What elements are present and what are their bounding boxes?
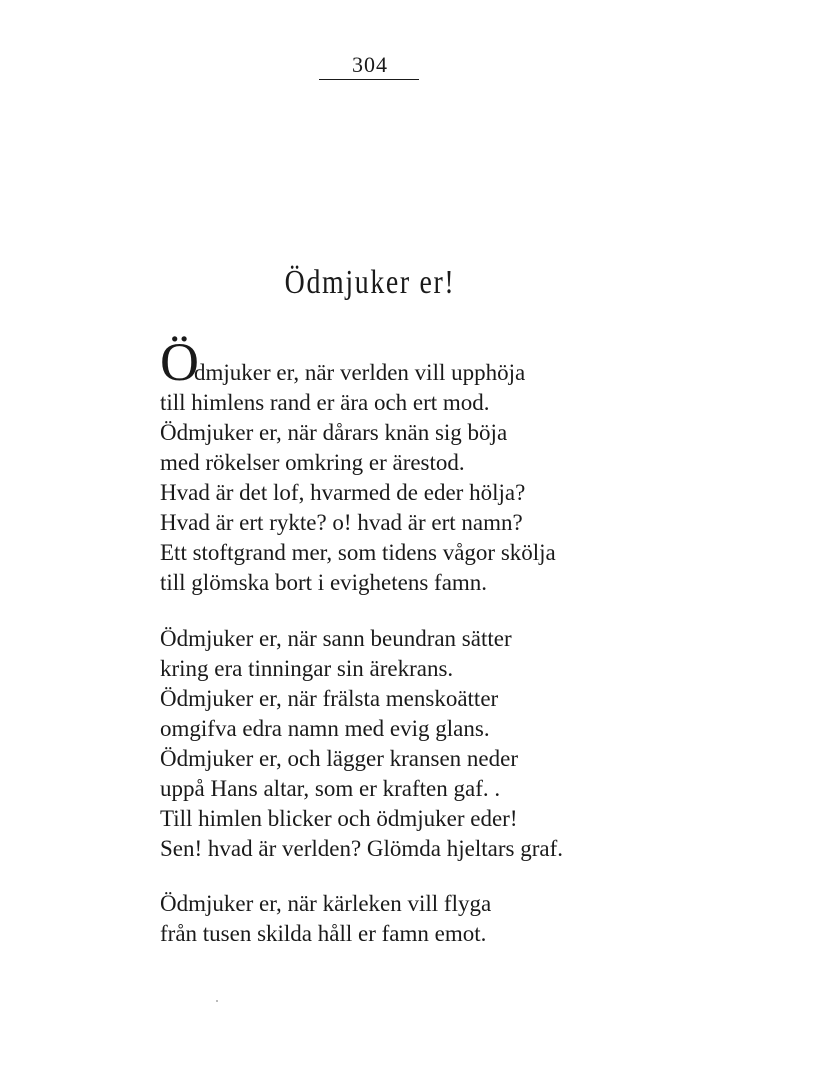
poem-line: dmjuker er, när verlden vill upphöja xyxy=(194,360,526,385)
poem-line: kring era tinningar sin ärekrans. xyxy=(160,656,454,681)
drop-cap: Ö xyxy=(160,332,199,392)
poem-line: Hvad är ert rykte? o! hvad är ert namn? xyxy=(160,510,523,535)
poem-line: omgifva edra namn med evig glans. xyxy=(160,716,490,741)
poem-title: Ödmjuker er! xyxy=(284,264,456,301)
scan-speck xyxy=(216,1000,218,1002)
page-number-rule xyxy=(319,79,419,80)
page-number: 304 xyxy=(352,52,388,77)
poem-line: Ödmjuker er, och lägger kransen neder xyxy=(160,746,518,771)
poem-line: Hvad är det lof, hvarmed de eder hölja? xyxy=(160,480,526,505)
poem-line: Ödmjuker er, när kärleken vill flyga xyxy=(160,891,492,916)
poem-line: Ett stoftgrand mer, som tidens vågor skölja xyxy=(160,540,556,565)
poem-line: till glömska bort i evighetens famn. xyxy=(160,570,488,595)
poem-line: Ödmjuker er, när sann beundran sätter xyxy=(160,626,512,651)
poem-line: Till himlen blicker och ödmjuker eder! xyxy=(160,806,518,831)
poem-line: Ödmjuker er, när dårars knän sig böja xyxy=(160,420,508,445)
poem-line: till himlens rand er ära och ert mod. xyxy=(160,390,490,415)
poem-line: från tusen skilda håll er famn emot. xyxy=(160,921,487,946)
poem-line: uppå Hans altar, som er kraften gaf. . xyxy=(160,776,501,801)
poem-line: Ödmjuker er, när frälsta menskoätter xyxy=(160,686,499,711)
poem-line: Sen! hvad är verlden? Glömda hjeltars graf. xyxy=(160,836,563,861)
poem-line: med rökelser omkring er ärestod. xyxy=(160,450,465,475)
